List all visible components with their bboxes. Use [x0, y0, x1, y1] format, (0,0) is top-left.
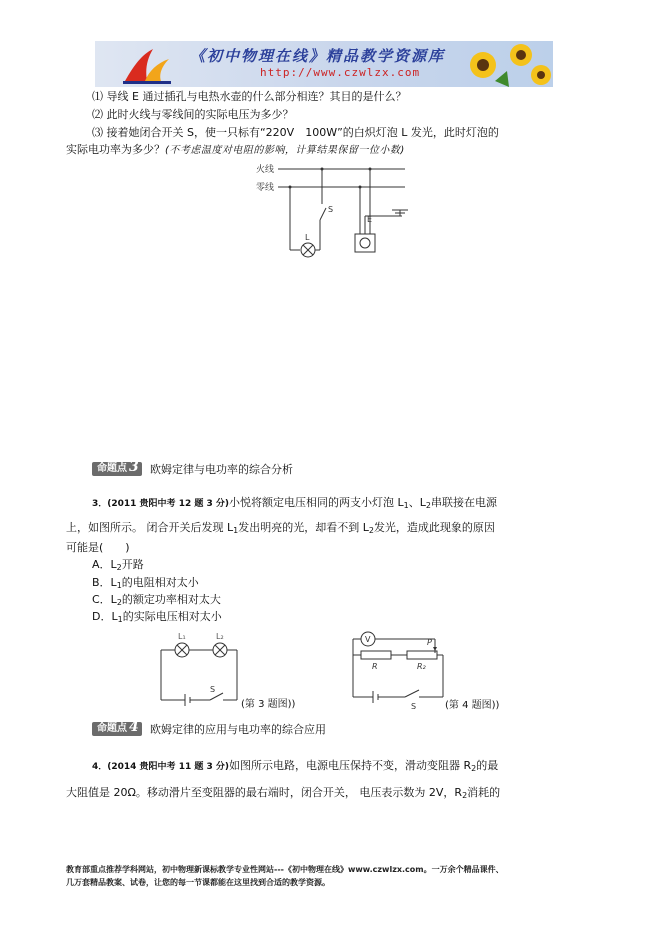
footer-line2: 几万套精品教案、试卷，让您的每一节课都能在这里找到合适的教学资源。: [66, 878, 330, 887]
footer-line1: 教育部重点推荐学科网站，初中物理新课标教学专业性网站---《初中物理在线》www.czwlzx.com。一万余个精品课件、: [66, 865, 504, 874]
q3-circuit-figure: [155, 630, 315, 710]
q2-part3-line2: [66, 142, 405, 159]
q4-fig-switch-label: S: [411, 702, 417, 711]
fig-live-wire-label: 火线: [256, 165, 275, 175]
fig-lamp-label: L: [305, 233, 310, 242]
section4-number: 4: [129, 719, 139, 735]
q2-part1: ⑴ 导线 E 通过插孔与电热水壶的什么部分相连？其目的是什么？: [92, 90, 407, 103]
header-banner: [95, 41, 553, 87]
q3-option-b[interactable]: B．$L_1$的电阻相对太小: [92, 576, 199, 590]
q4-stem-line2: 大阻值是 20Ω。移动滑片至变阻器的最右端时，闭合开关， 电压表示数为 2V，$R_2$消耗的: [66, 786, 501, 800]
section3-badge: 命题点: [92, 462, 142, 476]
section3-number: 3: [129, 459, 139, 475]
q2-part3-line1: ⑶ 接着她闭合开关 S，使一只标有“220V 100W”的白炽灯泡 L 发光，此时灯泡的: [92, 126, 499, 139]
q3-fig-switch-label: S: [210, 685, 216, 694]
sunflower-decoration-icon: [463, 41, 553, 87]
q4-circuit-figure: [345, 625, 520, 715]
q2-part2: ⑵ 此时火线与零线间的实际电压为多少？: [92, 108, 294, 121]
q4-fig-voltmeter-label: V: [365, 635, 371, 644]
q4-fig-r-label: R: [372, 662, 378, 671]
section3-header: [92, 459, 392, 476]
q4-fig-caption: (第 4 题图)): [445, 700, 500, 711]
q3-fig-l1-label: L₁: [178, 632, 186, 641]
q3-option-d[interactable]: D．$L_1$的实际电压相对太小: [92, 610, 222, 624]
banner-title: 《初中物理在线》精品教学资源库: [190, 47, 446, 65]
section4-badge: 命题点: [92, 722, 142, 736]
q2-part3-text: 实际电功率为多少？: [66, 143, 165, 156]
site-logo-icon: [119, 45, 179, 85]
q3-stem-line2: 上，如图所示。 闭合开关后发现 $L_1$发出明亮的光，却看不到 $L_2$发光，造成此现象的原因: [66, 521, 495, 535]
q4-stem-line1: 4．(2014 贵阳中考 11 题 3 分)如图所示电路，电源电压保持不变，滑动变阻器 $R_2$的最: [92, 759, 499, 773]
q2-part3-note: (不考虑温度对电阻的影响，计算结果保留一位小数): [165, 145, 405, 156]
q4-source: 4．(2014 贵阳中考 11 题 3 分): [92, 762, 229, 772]
q3-source: 3．(2011 贵阳中考 12 题 3 分): [92, 499, 229, 509]
q3-option-c[interactable]: C．$L_2$的额定功率相对太大: [92, 593, 221, 607]
q3-stem-line3: 可能是( ): [66, 541, 130, 554]
fig-switch-label: S: [328, 205, 334, 214]
q3-stem-line1: 3．(2011 贵阳中考 12 题 3 分)小悦将额定电压相同的两支小灯泡 $L_1$、$L_2$串联接在电源: [92, 496, 497, 510]
q3-fig-l2-label: L₂: [216, 632, 224, 641]
q4-fig-r2-label: R₂: [417, 662, 426, 671]
q3-fig-caption: (第 3 题图)): [241, 699, 296, 710]
fig-neutral-wire-label: 零线: [256, 183, 275, 193]
section4-header: [92, 719, 452, 736]
section3-title: 欧姆定律与电功率的综合分析: [150, 463, 293, 476]
section4-title: 欧姆定律的应用与电功率的综合应用: [150, 723, 326, 736]
q2-circuit-figure: [250, 160, 420, 262]
q3-option-a[interactable]: A．$L_2$开路: [92, 558, 144, 572]
q4-fig-slider-label: P: [427, 638, 432, 647]
fig-e-label: E: [367, 215, 373, 224]
banner-url[interactable]: http://www.czwlzx.com: [260, 66, 421, 79]
